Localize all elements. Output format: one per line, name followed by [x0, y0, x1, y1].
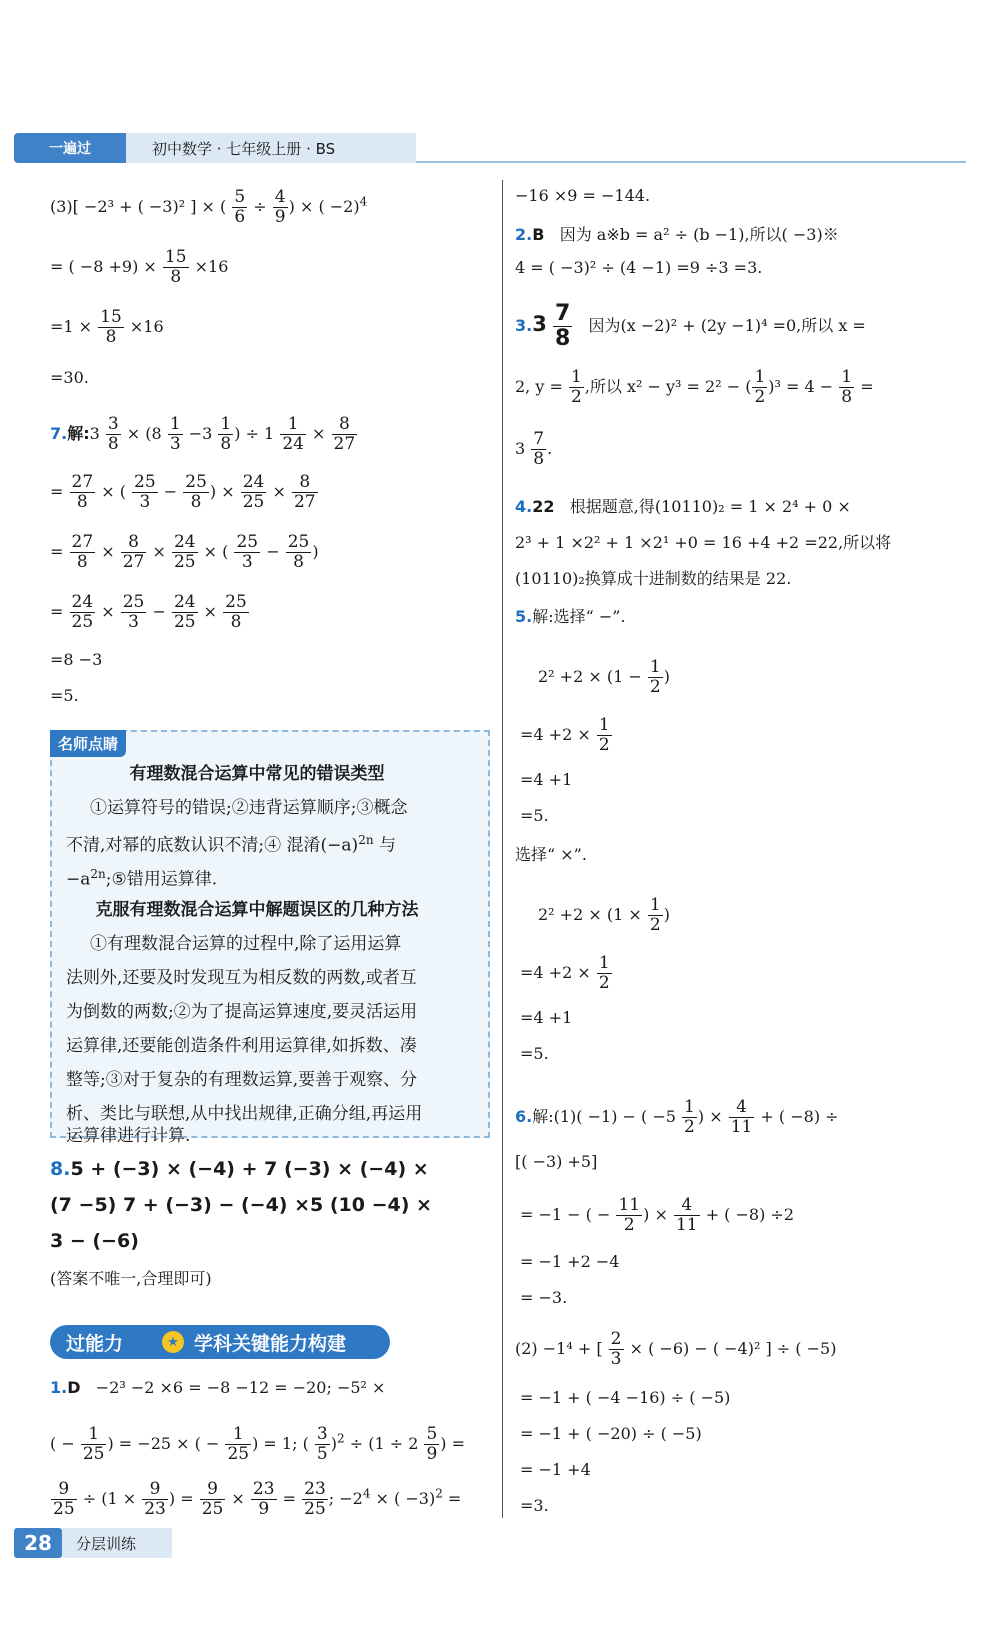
question-number: 7.: [50, 424, 68, 443]
fraction: $\frac{1}{2}$: [754, 367, 766, 407]
fraction: $\frac{7}{8}$: [554, 301, 571, 351]
fraction: $\frac{1}{2}$: [598, 953, 610, 993]
q4-line: 2³ + 1 ×2² + 1 ×2¹ +0 = 16 +4 +2 =22,所以将: [515, 533, 892, 552]
q6-3-text: (3)[ −2³ + ( −3)² ] × (: [50, 197, 227, 216]
q8-line: (7 −5) 7 + (−3) − (−4) ×5 (10 −4) ×: [50, 1194, 432, 1216]
eq-line: =30.: [50, 368, 89, 387]
answer: D: [67, 1378, 81, 1397]
answer-line: −16 ×9 = −144.: [515, 186, 651, 205]
q6-3-line: (3)[ −2³ + ( −3)² ] × ( $\frac{5}{6}$ ÷ $\frac{4}{9}$ ) × ( −2)$^4$: [50, 187, 368, 227]
fraction: $\frac{24}{25}$: [71, 592, 94, 632]
q5-line: 选择“ ×”.: [515, 845, 587, 864]
eq-line: = $\frac{27}{8}$ × $\frac{8}{27}$ × $\frac{24}{25}$ × ( $\frac{25}{3}$ − $\frac{25}{8}$ ): [50, 532, 319, 572]
eq-text: =1 ×: [50, 317, 93, 336]
q5-text: =4 +2 ×: [520, 725, 591, 744]
fraction: $\frac{8}{27}$: [122, 532, 145, 572]
q5-line: =4 +1: [520, 770, 573, 789]
fraction: $\frac{25}{8}$: [225, 592, 247, 632]
tip-text: [66, 868, 217, 889]
q1-line: [50, 1378, 385, 1397]
q6-text: + ( −8) ÷: [760, 1107, 839, 1126]
q3-text: )³ = 4 −: [768, 377, 834, 396]
q6-line: =3.: [520, 1496, 549, 1515]
question-number: 1.: [50, 1378, 68, 1397]
fraction: $\frac{15}{8}$: [100, 307, 122, 347]
q6-line: = −1 − ( − $\frac{11}{2}$ ) × $\frac{4}{11}$ + ( −8) ÷2: [520, 1195, 795, 1235]
tip-text: 为倒数的两数;②为了提高运算速度,要灵活运用: [66, 1002, 418, 1022]
tip-text: 整等;③对于复杂的有理数运算,要善于观察、分: [66, 1070, 418, 1090]
q3-text: 3: [515, 439, 526, 458]
q3-line: [515, 302, 866, 351]
q6-line: = −1 +2 −4: [520, 1252, 620, 1271]
fraction: $\frac{4}{9}$: [274, 187, 286, 227]
q1-text: −2³ −2 ×6 = −8 −12 = −20; −5² ×: [95, 1378, 386, 1397]
page-header: [14, 133, 966, 163]
fraction: $\frac{3}{5}$: [316, 1424, 328, 1464]
tip-sup: 2n: [358, 833, 374, 847]
tip-text: ①运算符号的错误;②违背运算顺序;③概念: [90, 798, 408, 818]
q6-line: = −1 + ( −4 −16) ÷ ( −5): [520, 1388, 731, 1407]
q6-line: [( −3) +5]: [515, 1152, 598, 1171]
tip-sup: 2n: [90, 867, 106, 881]
q6-line: 6.解:(1)( −1) − ( −5 $\frac{1}{2}$ ) × $\frac{4}{11}$ + ( −8) ÷: [515, 1097, 839, 1137]
tip-title: 克服有理数混合运算中解题误区的几种方法: [95, 900, 419, 920]
q3-text: 因为(x −2)² + (2y −1)⁴ =0,所以 x =: [588, 316, 866, 335]
tip-text: 运算律进行计算.: [66, 1126, 191, 1146]
fraction: $\frac{25}{3}$: [236, 532, 259, 572]
question-number: 8.: [50, 1158, 71, 1180]
answer: 22: [532, 497, 555, 516]
q7-line: 7.解:3 $\frac{3}{8}$ × (8 $\frac{1}{3}$ −3 $\frac{1}{8}$ ) ÷ 1 $\frac{1}{24}$ × $\frac{8}{27}$: [50, 414, 356, 454]
fraction: $\frac{25}{3}$: [134, 472, 156, 512]
eq-line: = ( −8 +9) × $\frac{15}{8}$ ×16: [50, 247, 229, 287]
q5-text: 2² +2 × (1 ×: [538, 905, 642, 924]
tip-text: [66, 834, 396, 855]
header-rule: [416, 161, 966, 163]
fraction: $\frac{1}{2}$: [684, 1097, 695, 1137]
fraction: $\frac{25}{8}$: [287, 532, 310, 572]
eq-line: =5.: [50, 686, 79, 705]
fraction: $\frac{11}{2}$: [618, 1195, 641, 1235]
q8-text: 5 + (−3) × (−4) + 7 (−3) × (−4) ×: [70, 1158, 429, 1180]
q6-text: + ( −8) ÷2: [705, 1205, 795, 1224]
answer: 3: [532, 312, 547, 336]
section-banner: [50, 1325, 390, 1359]
medal-icon: ★: [162, 1331, 184, 1353]
q3-line: 3 $\frac{7}{8}$ .: [515, 429, 553, 469]
tip-text: 运算律,还要能创造条件利用运算律,如拆数、凑: [66, 1036, 417, 1056]
q4-line: [515, 494, 851, 517]
q5-line: [520, 954, 613, 993]
q3-text: ,所以 x² − y³ = 2² − (: [584, 377, 752, 396]
question-number: 3.: [515, 316, 533, 335]
fraction: $\frac{8}{27}$: [293, 472, 316, 512]
fraction: $\frac{1}{2}$: [598, 715, 610, 755]
fraction: $\frac{1}{3}$: [169, 414, 181, 454]
q8-line: 3 − (−6): [50, 1230, 139, 1252]
tip-text-part: 不清,对幂的底数认识不清;④ 混淆(−a): [66, 835, 359, 856]
series-logo: 一遍过: [14, 133, 126, 163]
banner-right: 学科关键能力构建: [194, 1332, 347, 1355]
footer-label: 分层训练: [62, 1528, 172, 1558]
tip-text: ①有理数混合运算的过程中,除了运用运算: [90, 934, 402, 954]
q6-text: 解:(1)( −1) − ( −5: [532, 1107, 676, 1126]
q8-line: [50, 1158, 429, 1180]
q5-line: 2² +2 × (1 − $\frac{1}{2}$ ): [538, 657, 670, 697]
tip-title: 有理数混合运算中常见的错误类型: [129, 764, 385, 784]
fraction: $\frac{5}{9}$: [426, 1424, 438, 1464]
eq-line: = $\frac{27}{8}$ × ( $\frac{25}{3}$ − $\frac{25}{8}$ ) × $\frac{24}{25}$ × $\frac{8}{27}$: [50, 472, 316, 512]
answer: B: [532, 225, 545, 244]
eq-line: = $\frac{24}{25}$ × $\frac{25}{3}$ − $\frac{24}{25}$ × $\frac{25}{8}$: [50, 592, 247, 632]
q4-text: 根据题意,得(10110)₂ = 1 × 2⁴ + 0 ×: [569, 497, 851, 516]
fraction: $\frac{24}{25}$: [242, 472, 265, 512]
fraction: $\frac{4}{11}$: [730, 1097, 753, 1137]
q6-text: × ( −6) − ( −4)² ] ÷ ( −5): [629, 1339, 837, 1358]
q3-line: [515, 368, 874, 407]
fraction: $\frac{1}{2}$: [649, 657, 661, 697]
fraction: $\frac{27}{8}$: [71, 472, 94, 512]
q6-line: [515, 1330, 836, 1369]
q5-line: [520, 716, 613, 755]
tip-text-part: 与: [373, 835, 396, 856]
fraction: $\frac{8}{27}$: [333, 414, 356, 454]
q5-text: 解:选择“ −”.: [532, 607, 626, 626]
q6-line: = −1 + ( −20) ÷ ( −5): [520, 1424, 702, 1443]
solution-label: 解:: [67, 424, 90, 443]
fraction: $\frac{23}{9}$: [252, 1479, 275, 1519]
fraction: $\frac{9}{25}$: [201, 1479, 224, 1519]
book-title: 初中数学 · 七年级上册 · BS: [126, 133, 416, 163]
q3-text: 2, y =: [515, 377, 563, 396]
tip-text: 析、类比与联想,从中找出规律,正确分组,再运用: [66, 1104, 423, 1124]
fraction: $\frac{5}{6}$: [234, 187, 246, 227]
fraction: $\frac{1}{2}$: [570, 367, 582, 407]
tip-tag: 名师点睛: [50, 730, 126, 757]
fraction: $\frac{24}{25}$: [173, 532, 196, 572]
q6-line: = −1 +4: [520, 1460, 591, 1479]
q5-line: =5.: [520, 1044, 549, 1063]
fraction: $\frac{1}{8}$: [220, 414, 232, 454]
eq-line: =8 −3: [50, 650, 103, 669]
fraction: $\frac{24}{25}$: [173, 592, 196, 632]
q2-line: [515, 222, 839, 245]
eq-text: = ( −8 +9) ×: [50, 257, 157, 276]
teacher-tip-box: [50, 730, 490, 1146]
q6-text: (2) −1⁴ + [: [515, 1339, 603, 1358]
fraction: $\frac{3}{8}$: [107, 414, 119, 454]
fraction: $\frac{27}{8}$: [71, 532, 94, 572]
q8-note: (答案不唯一,合理即可): [50, 1269, 212, 1288]
fraction: $\frac{9}{23}$: [144, 1479, 166, 1519]
fraction: $\frac{7}{8}$: [533, 429, 545, 469]
eq-line: =1 × $\frac{15}{8}$ ×16: [50, 307, 164, 347]
banner-left: 过能力: [66, 1332, 124, 1355]
fraction: $\frac{1}{2}$: [649, 895, 661, 935]
tip-text-part: −a: [66, 869, 91, 890]
q5-line: 2² +2 × (1 × $\frac{1}{2}$ ): [538, 895, 670, 935]
fraction: $\frac{25}{8}$: [185, 472, 207, 512]
q5-text: 2² +2 × (1 −: [538, 667, 642, 686]
q2-text: 因为 a※b = a² ÷ (b −1),所以( −3)※: [559, 225, 839, 244]
q3-text: =: [860, 377, 874, 396]
fraction: $\frac{1}{8}$: [841, 367, 853, 407]
tip-text-part: ;⑤错用运算律.: [105, 869, 218, 890]
fraction: $\frac{1}{25}$: [227, 1424, 250, 1464]
question-number: 2.: [515, 225, 533, 244]
fraction: $\frac{25}{3}$: [122, 592, 145, 632]
q6-line: = −3.: [520, 1288, 568, 1307]
q6-text: = −1 − ( −: [520, 1205, 611, 1224]
question-number: 5.: [515, 607, 533, 626]
question-number: 6.: [515, 1107, 533, 1126]
q2-line: 4 = ( −3)² ÷ (4 −1) =9 ÷3 =3.: [515, 258, 763, 277]
q1-line: $\frac{9}{25}$ ÷ (1 × $\frac{9}{23}$ ) = $\frac{9}{25}$ × $\frac{23}{9}$ = $\frac{23}{25}$ ; $-2^4$ × ( −3)$^2$ =: [53, 1479, 462, 1519]
page-number: 28: [14, 1528, 62, 1558]
fraction: $\frac{15}{8}$: [164, 247, 187, 287]
q5-line: [515, 604, 626, 627]
q5-line: =4 +1: [520, 1008, 573, 1027]
column-divider: [502, 180, 503, 1518]
tip-text: 法则外,还要及时发现互为相反数的两数,或者互: [66, 968, 417, 988]
fraction: $\frac{1}{24}$: [282, 414, 304, 454]
fraction: $\frac{2}{3}$: [610, 1329, 622, 1369]
q1-line: ( − $\frac{1}{25}$ ) = −25 × ( − $\frac{1}{25}$ ) = 1; ( $\frac{3}{5}$ )$^2$ ÷ (1 ÷ 2 $\frac{5}{9}$ ) =: [50, 1424, 466, 1464]
question-number: 4.: [515, 497, 533, 516]
fraction: $\frac{4}{11}$: [675, 1195, 698, 1235]
fraction: $\frac{9}{25}$: [53, 1479, 75, 1519]
fraction: $\frac{1}{25}$: [82, 1424, 105, 1464]
fraction: $\frac{23}{25}$: [304, 1479, 326, 1519]
q5-line: =5.: [520, 806, 549, 825]
q4-line: (10110)₂换算成十进制数的结果是 22.: [515, 569, 792, 588]
q5-text: =4 +2 ×: [520, 963, 591, 982]
